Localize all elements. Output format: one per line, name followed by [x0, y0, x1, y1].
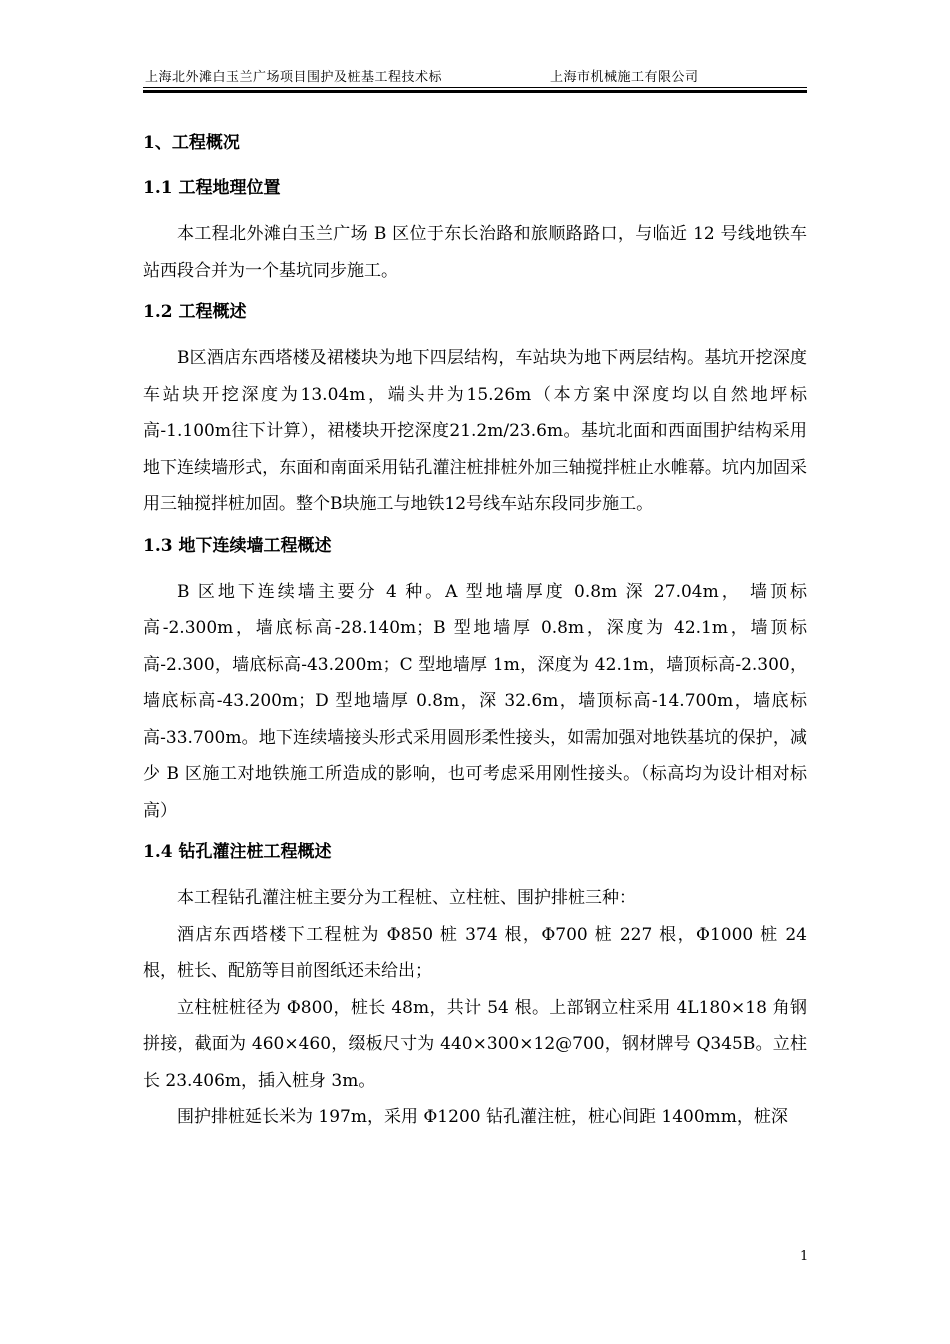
- paragraph-1-4-column-piles: 立柱桩桩径为 Φ800，桩长 48m，共计 54 根。上部钢立柱采用 4L180×18 角钢拼接，截面为 460×460，缀板尺寸为 440×300×12@700，钢材牌号 Q345B。立柱长 23.406m，插入桩身 3m。: [143, 997, 807, 1091]
- page-header: [0, 0, 950, 100]
- header-company-name: 上海市机械施工有限公司: [550, 70, 699, 85]
- section-title-1-2: 1.2 工程概述: [143, 302, 247, 322]
- section-title-1-3: 1.3 地下连续墙工程概述: [143, 535, 332, 556]
- page-number: 1: [800, 1249, 809, 1264]
- section-title-1-4: 1.4 钻孔灌注桩工程概述: [143, 842, 332, 862]
- section-title-1: 1、工程概况: [143, 133, 240, 153]
- document-body: [143, 120, 807, 1136]
- paragraph-1-4-engineering-piles: 酒店东西塔楼下工程桩为 Φ850 桩 374 根，Φ700 桩 227 根，Φ1000 桩 24 根，桩长、配筋等目前图纸还未给出；: [143, 924, 807, 981]
- section-title-1-1: 1.1 工程地理位置: [143, 178, 281, 198]
- header-rule-thick: [143, 90, 807, 93]
- paragraph-1-2: B区酒店东西塔楼及裙楼块为地下四层结构，车站块为地下两层结构。基坑开挖深度车站块开挖深度为13.04m，端头井为15.26m（本方案中深度均以自然地坪标高-1.100m往下计算），裙楼块开挖深度21.2m/23.6m。基坑北面和西面围护结构采用地下连续墙形式，东面和南面采用钻孔灌注桩排桩外加三轴搅拌桩止水帷幕。坑内加固采用三轴搅拌桩加固。整个B块施工与地铁12号线车站东段同步施工。: [143, 348, 807, 514]
- paragraph-1-4-retaining-piles: 围护排桩延长米为 197m，采用 Φ1200 钻孔灌注桩，桩心间距 1400mm，桩深: [177, 1107, 788, 1127]
- paragraph-1-3: B 区地下连续墙主要分 4 种。A 型地墙厚度 0.8m 深 27.04m， 墙顶标高-2.300m，墙底标高-28.140m；B 型地墙厚 0.8m，深度为 42.1m，墙顶标高-2.300，墙底标高-43.200m；C 型地墙厚 1m，深度为 42.1m，墙顶标高-2.300，墙底标高-43.200m；D 型地墙厚 0.8m，深 32.6m，墙顶标高-14.700m，墙底标高-33.700m。地下连续墙接头形式采用圆形柔性接头，如需加强对地铁基坑的保护，减少 B 区施工对地铁施工所造成的影响，也可考虑采用刚性接头。（标高均为设计相对标高）: [143, 581, 807, 821]
- paragraph-1-1: 本工程北外滩白玉兰广场 B 区位于东长治路和旅顺路路口，与临近 12 号线地铁车站西段合并为一个基坑同步施工。: [143, 224, 807, 281]
- header-project-title: 上海北外滩白玉兰广场项目围护及桩基工程技术标: [145, 70, 443, 85]
- header-rule-thin: [143, 87, 807, 88]
- paragraph-1-4-intro: 本工程钻孔灌注桩主要分为工程桩、立柱桩、围护排桩三种：: [177, 888, 636, 908]
